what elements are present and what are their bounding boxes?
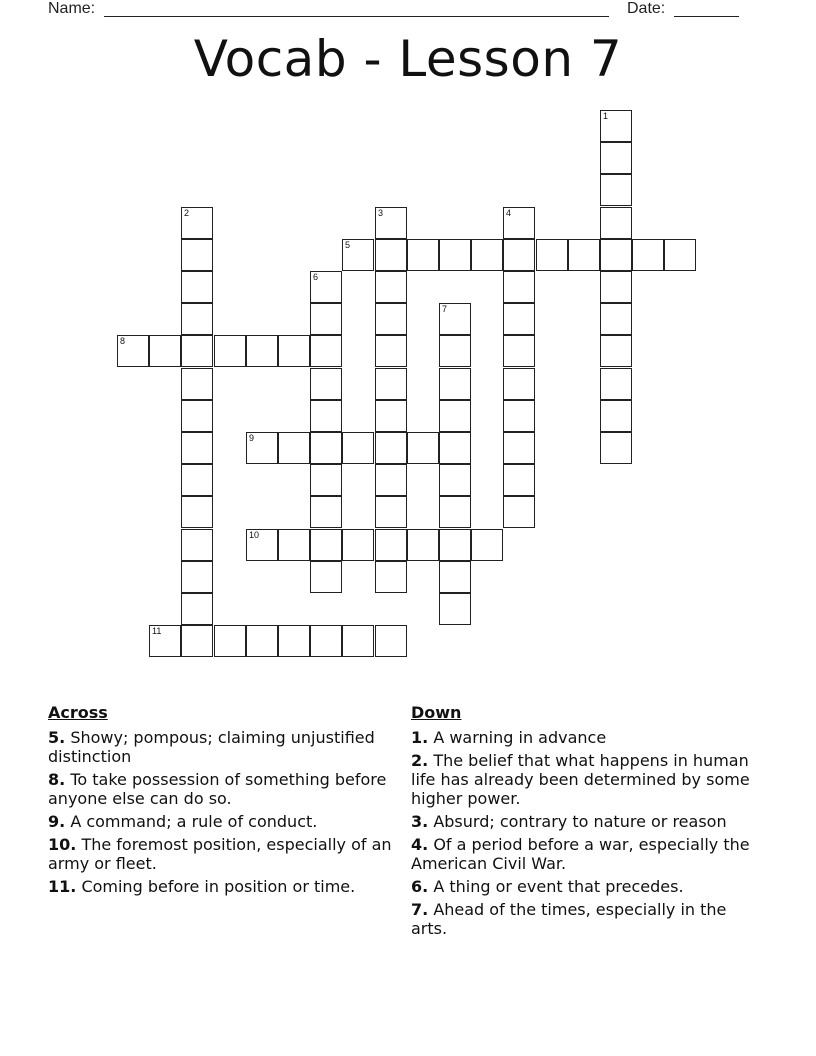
clue-across-5: [48, 728, 398, 766]
crossword-cell[interactable]: [214, 335, 246, 367]
clue-text: A warning in advance: [433, 728, 607, 747]
clue-down-2: [411, 751, 751, 808]
down-clues: [411, 703, 751, 942]
crossword-cell[interactable]: [503, 239, 535, 271]
crossword-cell[interactable]: [503, 303, 535, 335]
cell-number: 8: [120, 336, 126, 346]
cell-number: 9: [249, 433, 255, 443]
crossword-cell[interactable]: [439, 335, 471, 367]
crossword-cell[interactable]: [246, 432, 278, 464]
clue-text: Of a period before a war, especially the American Civil War.: [411, 835, 750, 873]
crossword-cell[interactable]: [214, 625, 246, 657]
crossword-cell[interactable]: [278, 529, 310, 561]
crossword-cell[interactable]: [246, 625, 278, 657]
crossword-cell[interactable]: [600, 142, 632, 174]
crossword-cell[interactable]: [342, 432, 374, 464]
clue-text: Absurd; contrary to nature or reason: [433, 812, 727, 831]
crossword-cell[interactable]: [503, 432, 535, 464]
clue-text: To take possession of something before anyone else can do so.: [48, 770, 387, 808]
crossword-cell[interactable]: [181, 207, 213, 239]
crossword-cell[interactable]: [600, 368, 632, 400]
crossword-cell[interactable]: [407, 239, 439, 271]
clue-number: 10.: [48, 835, 77, 854]
clue-across-11: [48, 877, 398, 896]
crossword-cell[interactable]: [503, 400, 535, 432]
crossword-cell[interactable]: [310, 625, 342, 657]
crossword-cell[interactable]: [278, 432, 310, 464]
cell-number: 4: [506, 208, 512, 218]
crossword-cell[interactable]: [439, 368, 471, 400]
cell-number: 11: [152, 626, 162, 636]
clue-number: 7.: [411, 900, 429, 919]
crossword-cell[interactable]: [181, 400, 213, 432]
down-heading: Down: [411, 703, 462, 722]
crossword-cell[interactable]: [568, 239, 600, 271]
crossword-cell[interactable]: [310, 271, 342, 303]
crossword-cell[interactable]: [181, 625, 213, 657]
crossword-cell[interactable]: [600, 432, 632, 464]
cell-number: 6: [313, 272, 319, 282]
crossword-cell[interactable]: [278, 335, 310, 367]
crossword-cell[interactable]: [600, 400, 632, 432]
cell-number: 3: [378, 208, 384, 218]
crossword-cell[interactable]: [503, 207, 535, 239]
crossword-cell[interactable]: [407, 529, 439, 561]
cell-number: 10: [249, 530, 260, 540]
crossword-cell[interactable]: [600, 303, 632, 335]
clue-down-1: [411, 728, 751, 747]
crossword-cell[interactable]: [310, 335, 342, 367]
clue-text: A command; a rule of conduct.: [70, 812, 318, 831]
crossword-cell[interactable]: [375, 400, 407, 432]
crossword-cell[interactable]: [310, 400, 342, 432]
crossword-cell[interactable]: [439, 529, 471, 561]
clue-text: The foremost position, especially of an army or fleet.: [48, 835, 392, 873]
clue-text: Coming before in position or time.: [81, 877, 356, 896]
clue-across-9: [48, 812, 398, 831]
clue-number: 9.: [48, 812, 66, 831]
clue-number: 8.: [48, 770, 66, 789]
clue-number: 5.: [48, 728, 66, 747]
crossword-cell[interactable]: [600, 110, 632, 142]
clue-number: 11.: [48, 877, 77, 896]
crossword-cell[interactable]: [181, 335, 213, 367]
crossword-cell[interactable]: [503, 496, 535, 528]
crossword-cell[interactable]: [375, 271, 407, 303]
crossword-cell[interactable]: [310, 432, 342, 464]
crossword-cell[interactable]: [600, 207, 632, 239]
clue-text: Ahead of the times, especially in the arts.: [411, 900, 727, 938]
crossword-cell[interactable]: [375, 496, 407, 528]
name-label: Name:: [48, 0, 96, 17]
crossword-cell[interactable]: [503, 464, 535, 496]
crossword-cell[interactable]: [181, 271, 213, 303]
crossword-cell[interactable]: [310, 496, 342, 528]
crossword-cell[interactable]: [342, 625, 374, 657]
crossword-cell[interactable]: [439, 303, 471, 335]
clue-down-3: [411, 812, 751, 831]
crossword-cell[interactable]: [181, 432, 213, 464]
date-label: Date:: [627, 0, 666, 17]
crossword-cell[interactable]: [439, 496, 471, 528]
clue-down-6: [411, 877, 751, 896]
crossword-cell[interactable]: [503, 271, 535, 303]
crossword-cell[interactable]: [149, 335, 181, 367]
crossword-cell[interactable]: [439, 432, 471, 464]
clue-text: Showy; pompous; claiming unjustified distinction: [48, 728, 375, 766]
crossword-cell[interactable]: [600, 335, 632, 367]
page-title: Vocab - Lesson 7: [193, 30, 623, 88]
crossword-cell[interactable]: [375, 368, 407, 400]
crossword-cell[interactable]: [536, 239, 568, 271]
crossword-cell[interactable]: [310, 464, 342, 496]
clue-down-7: [411, 900, 751, 938]
crossword-cell[interactable]: [439, 239, 471, 271]
clue-number: 4.: [411, 835, 429, 854]
crossword-cell[interactable]: [375, 625, 407, 657]
crossword-cell[interactable]: [375, 432, 407, 464]
crossword-cell[interactable]: [310, 529, 342, 561]
crossword-cell[interactable]: [471, 529, 503, 561]
crossword-cell[interactable]: [407, 432, 439, 464]
crossword-cell[interactable]: [375, 239, 407, 271]
clue-text: The belief that what happens in human life has already been determined by some higher power.: [411, 751, 750, 808]
crossword-cell[interactable]: [181, 593, 213, 625]
crossword-cell[interactable]: [246, 529, 278, 561]
crossword-cell[interactable]: [375, 335, 407, 367]
crossword-cell[interactable]: [439, 561, 471, 593]
crossword-cell[interactable]: [375, 207, 407, 239]
crossword-cell[interactable]: [278, 625, 310, 657]
crossword-cell[interactable]: [310, 561, 342, 593]
across-heading: Across: [48, 703, 108, 722]
crossword-cell[interactable]: [310, 368, 342, 400]
crossword-cell[interactable]: [149, 625, 181, 657]
crossword-cell[interactable]: [664, 239, 696, 271]
crossword-cell[interactable]: [181, 529, 213, 561]
crossword-cell[interactable]: [600, 174, 632, 206]
crossword-cell[interactable]: [439, 400, 471, 432]
crossword-cell[interactable]: [117, 335, 149, 367]
crossword-cell[interactable]: [181, 496, 213, 528]
crossword-cell[interactable]: [181, 464, 213, 496]
crossword-cell[interactable]: [600, 239, 632, 271]
crossword-cell[interactable]: [246, 335, 278, 367]
crossword-cell[interactable]: [600, 271, 632, 303]
crossword-cell[interactable]: [471, 239, 503, 271]
cell-number: 5: [345, 240, 351, 250]
cell-number: 1: [603, 111, 609, 121]
clue-number: 1.: [411, 728, 429, 747]
crossword-cell[interactable]: [503, 368, 535, 400]
crossword-cell[interactable]: [632, 239, 664, 271]
clue-across-10: [48, 835, 398, 873]
crossword-cell[interactable]: [503, 335, 535, 367]
crossword-cell[interactable]: [439, 593, 471, 625]
clue-number: 3.: [411, 812, 429, 831]
crossword-cell[interactable]: [181, 561, 213, 593]
crossword-cell[interactable]: [310, 303, 342, 335]
crossword-cell[interactable]: [375, 529, 407, 561]
crossword-cell[interactable]: [375, 561, 407, 593]
crossword-cell[interactable]: [439, 464, 471, 496]
crossword-cell[interactable]: [342, 529, 374, 561]
cell-number: 7: [442, 304, 448, 314]
crossword-cell[interactable]: [181, 368, 213, 400]
clue-down-4: [411, 835, 751, 873]
clue-number: 6.: [411, 877, 429, 896]
crossword-cell[interactable]: [375, 303, 407, 335]
across-clues: [48, 703, 398, 900]
clue-number: 2.: [411, 751, 429, 770]
clue-across-8: [48, 770, 398, 808]
cell-number: 2: [184, 208, 190, 218]
crossword-cell[interactable]: [181, 239, 213, 271]
crossword-cell[interactable]: [342, 239, 374, 271]
crossword-cell[interactable]: [375, 464, 407, 496]
clue-text: A thing or event that precedes.: [433, 877, 684, 896]
crossword-cell[interactable]: [181, 303, 213, 335]
